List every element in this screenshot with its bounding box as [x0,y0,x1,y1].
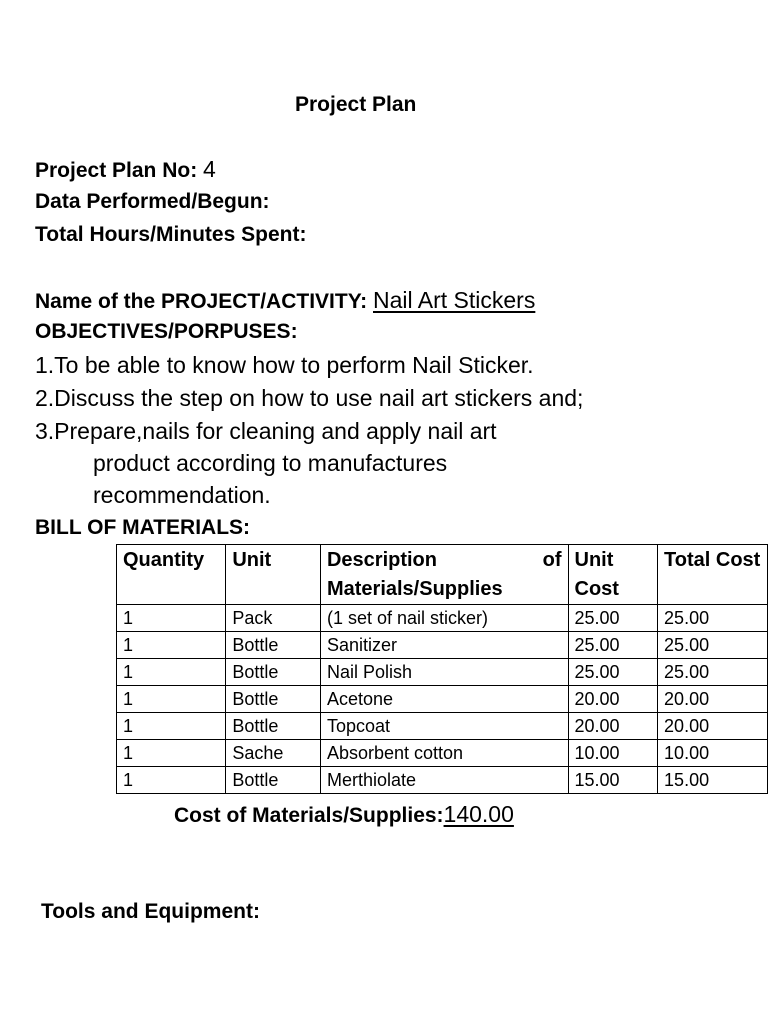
cell-description: Nail Polish [320,659,568,686]
cell-description: Sanitizer [320,632,568,659]
table-row [117,686,768,713]
cell-description: Absorbent cotton [320,740,568,767]
date-performed-label: Data Performed/Begun: [35,190,270,213]
table-row [117,740,768,767]
cell-quantity: 1 [117,605,226,632]
cell-description: Topcoat [320,713,568,740]
cell-total-cost: 20.00 [658,686,768,713]
table-row [117,659,768,686]
objective-item: 2.Discuss the step on how to use nail art stickers and; [35,385,584,411]
table-row [117,767,768,794]
cell-unit-cost: 20.00 [568,713,658,740]
cell-description: Acetone [320,686,568,713]
cell-description: (1 set of nail sticker) [320,605,568,632]
cell-quantity: 1 [117,659,226,686]
objective-item-continued: recommendation. [93,482,271,508]
cell-quantity: 1 [117,713,226,740]
project-name-value: Nail Art Stickers [373,287,536,313]
header-description-materials: Materials/Supplies [326,578,503,600]
header-unit-cost-line1: Unit [574,549,614,571]
header-description-of: of [542,549,562,571]
table-header-row [117,545,768,605]
bill-of-materials-table [116,544,768,794]
cell-unit: Bottle [226,686,321,713]
cell-quantity: 1 [117,740,226,767]
header-quantity: Quantity [117,545,226,605]
cell-unit: Sache [226,740,321,767]
project-name-line [35,284,535,318]
cell-quantity: 1 [117,767,226,794]
cell-unit: Bottle [226,713,321,740]
cost-summary-label: Cost of Materials/Supplies: [174,804,444,827]
cell-quantity: 1 [117,632,226,659]
page-title: Project Plan [295,93,417,116]
plan-number-value: 4 [203,156,216,182]
header-description [320,545,568,605]
cell-total-cost: 20.00 [658,713,768,740]
cell-unit-cost: 25.00 [568,605,658,632]
plan-number-label: Project Plan No: [35,159,198,182]
cell-total-cost: 25.00 [658,605,768,632]
header-unit: Unit [226,545,321,605]
cell-total-cost: 10.00 [658,740,768,767]
table-row [117,713,768,740]
objectives-heading: OBJECTIVES/PORPUSES: [35,320,298,343]
cost-summary-value: 140.00 [443,801,514,827]
cell-unit-cost: 15.00 [568,767,658,794]
table-row [117,632,768,659]
header-unit-cost-line2: Cost [574,578,619,600]
cell-unit: Pack [226,605,321,632]
project-name-label: Name of the PROJECT/ACTIVITY: [35,290,368,313]
cell-total-cost: 25.00 [658,659,768,686]
cell-unit-cost: 25.00 [568,632,658,659]
cell-quantity: 1 [117,686,226,713]
cost-summary-line [174,798,514,832]
cell-unit-cost: 20.00 [568,686,658,713]
cell-unit-cost: 25.00 [568,659,658,686]
total-hours-label: Total Hours/Minutes Spent: [35,223,307,246]
header-unit-cost [568,545,658,605]
cell-total-cost: 25.00 [658,632,768,659]
header-description-word: Description [326,549,437,571]
cell-total-cost: 15.00 [658,767,768,794]
cell-unit: Bottle [226,632,321,659]
bill-of-materials-heading: BILL OF MATERIALS: [35,516,251,539]
cell-unit-cost: 10.00 [568,740,658,767]
objective-item-continued: product according to manufactures [93,450,448,476]
plan-number-line [35,153,216,187]
table-row [117,605,768,632]
header-total-cost: Total Cost [658,545,768,605]
objective-item: 1.To be able to know how to perform Nail Sticker. [35,352,534,378]
tools-equipment-heading: Tools and Equipment: [41,900,260,923]
objective-item: 3.Prepare,nails for cleaning and apply nail art [35,418,497,444]
cell-unit: Bottle [226,659,321,686]
cell-unit: Bottle [226,767,321,794]
cell-description: Merthiolate [320,767,568,794]
